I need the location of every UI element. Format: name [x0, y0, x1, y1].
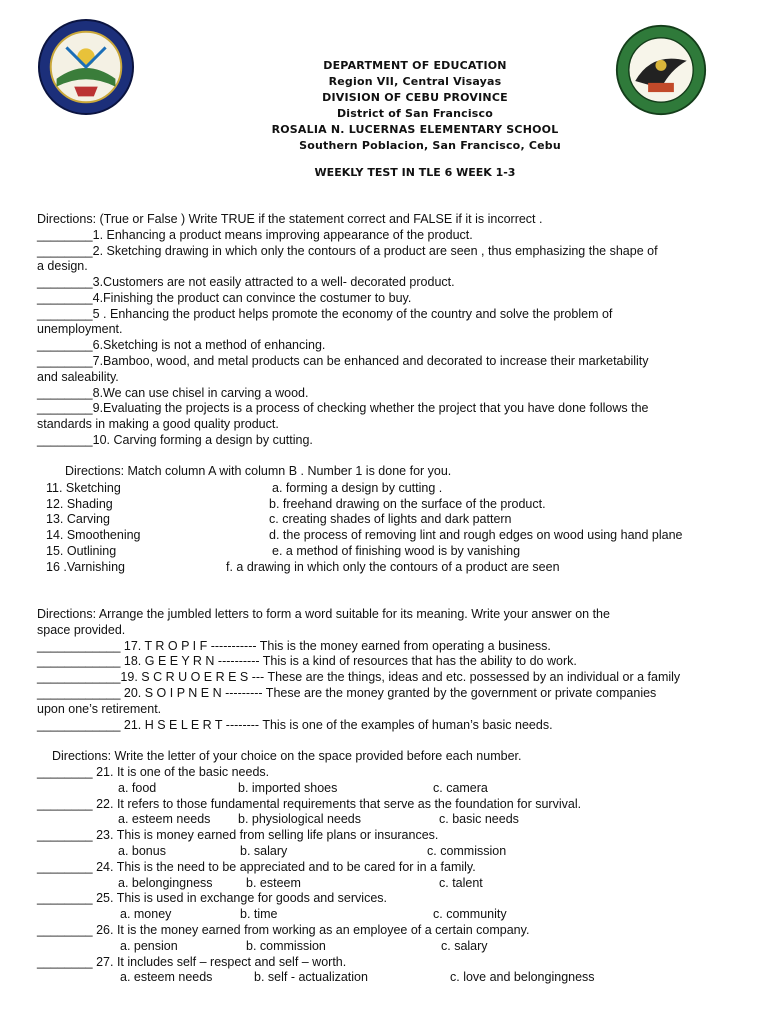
true-false-line: ________3.Customers are not easily attracted to a well- decorated product.: [37, 275, 455, 289]
jumbled-word-line: ____________ 17. T R O P I F ----------- This is the money earned from operating a business.: [37, 639, 551, 653]
column-a-item: 14. Smoothening: [46, 528, 141, 542]
mc-option: b. commission: [246, 939, 326, 953]
jumbled-word-line: ____________19. S C R U O E R E S --- These are the things, ideas and etc. possessed by an individual or a family: [37, 670, 681, 684]
mc-option: b. salary: [240, 844, 288, 858]
part4-directions: Directions: Write the letter of your choice on the space provided before each number.: [52, 749, 522, 763]
true-false-line: ________8.We can use chisel in carving a wood.: [37, 386, 309, 400]
true-false-line: ________6.Sketching is not a method of enhancing.: [37, 338, 326, 352]
jumbled-word-line: ____________ 20. S O I P N E N --------- These are the money granted by the government or private companies: [37, 686, 657, 700]
true-false-line: ________10. Carving forming a design by cutting.: [37, 433, 313, 447]
jumbled-word-line: ____________ 18. G E E Y R N ---------- This is a kind of resources that has the ability to do work.: [37, 654, 577, 668]
mc-option: c. commission: [427, 844, 507, 858]
mc-question: ________ 23. This is money earned from selling life plans or insurances.: [37, 828, 439, 842]
mc-question: ________ 21. It is one of the basic needs.: [37, 765, 270, 779]
mc-option: c. community: [433, 907, 507, 921]
true-false-line: ________1. Enhancing a product means improving appearance of the product.: [37, 228, 473, 242]
column-a-item: 16 .Varnishing: [46, 560, 125, 574]
mc-option: c. talent: [439, 876, 483, 890]
division-seal-logo: [37, 18, 135, 116]
true-false-line: ________7.Bamboo, wood, and metal products can be enhanced and decorated to increase their marketability: [37, 354, 649, 368]
column-a-item: 15. Outlining: [46, 544, 117, 558]
mc-option: b. physiological needs: [238, 812, 361, 826]
mc-question: ________ 24. This is the need to be appreciated and to be cared for in a family.: [37, 860, 476, 874]
true-false-line: ________9.Evaluating the projects is a process of checking whether the project that you have done follows the: [37, 401, 649, 415]
mc-option: a. pension: [120, 939, 178, 953]
mc-option: c. camera: [433, 781, 488, 795]
test-title: WEEKLY TEST IN TLE 6 WEEK 1-3: [314, 166, 516, 179]
column-b-item: b. freehand drawing on the surface of the product.: [269, 497, 546, 511]
column-b-item: e. a method of finishing wood is by vanishing: [272, 544, 521, 558]
school-seal-logo: [615, 24, 707, 116]
header-line: DEPARTMENT OF EDUCATION: [323, 59, 507, 72]
header-line: Southern Poblacion, San Francisco, Cebu: [299, 139, 561, 152]
part1-directions: Directions: (True or False ) Write TRUE if the statement correct and FALSE if it is incorrect .: [37, 212, 543, 226]
mc-question: ________ 22. It refers to those fundamental requirements that serve as the foundation for survival.: [37, 797, 582, 811]
jumbled-word-line: upon one’s retirement.: [37, 702, 162, 716]
header-line: ROSALIA N. LUCERNAS ELEMENTARY SCHOOL: [271, 123, 559, 136]
mc-option: c. basic needs: [439, 812, 519, 826]
mc-option: b. time: [240, 907, 278, 921]
true-false-line: and saleability.: [37, 370, 119, 384]
header-line: District of San Francisco: [336, 107, 494, 120]
column-a-item: 13. Carving: [46, 512, 110, 526]
mc-option: b. self - actualization: [254, 970, 368, 984]
mc-option: b. imported shoes: [238, 781, 338, 795]
true-false-line: ________2. Sketching drawing in which only the contours of a product are seen , thus emphasizing the shape of: [37, 244, 658, 258]
mc-option: a. esteem needs: [120, 970, 213, 984]
mc-option: a. belongingness: [118, 876, 213, 890]
mc-option: c. love and belongingness: [450, 970, 595, 984]
true-false-line: ________5 . Enhancing the product helps promote the economy of the country and solve the problem of: [37, 307, 613, 321]
school-header: [240, 58, 590, 154]
mc-question: ________ 26. It is the money earned from working as an employee of a certain company.: [37, 923, 530, 937]
mc-question: ________ 27. It includes self – respect and self – worth.: [37, 955, 347, 969]
column-a-item: 11. Sketching: [46, 481, 121, 495]
true-false-line: a design.: [37, 259, 88, 273]
mc-option: b. esteem: [246, 876, 301, 890]
column-a-item: 12. Shading: [46, 497, 113, 511]
column-b-item: f. a drawing in which only the contours of a product are seen: [226, 560, 560, 574]
mc-option: a. bonus: [118, 844, 166, 858]
mc-question: ________ 25. This is used in exchange for goods and services.: [37, 891, 387, 905]
mc-option: c. salary: [441, 939, 488, 953]
part2-directions: Directions: Match column A with column B . Number 1 is done for you.: [65, 464, 452, 478]
column-b-item: c. creating shades of lights and dark pattern: [269, 512, 512, 526]
header-line: Region VII, Central Visayas: [328, 75, 502, 88]
true-false-line: ________4.Finishing the product can convince the costumer to buy.: [37, 291, 412, 305]
header-line: DIVISION OF CEBU PROVINCE: [322, 91, 508, 104]
true-false-line: standards in making a good quality product.: [37, 417, 279, 431]
jumbled-word-line: ____________ 21. H S E L E R T -------- This is one of the examples of human’s basic needs.: [37, 718, 553, 732]
column-b-item: a. forming a design by cutting .: [272, 481, 443, 495]
part3-directions: Directions: Arrange the jumbled letters to form a word suitable for its meaning. Write your answer on the: [37, 607, 610, 621]
mc-option: a. esteem needs: [118, 812, 211, 826]
true-false-line: unemployment.: [37, 322, 123, 336]
column-b-item: d. the process of removing lint and rough edges on wood using hand plane: [269, 528, 683, 542]
part3-directions: space provided.: [37, 623, 126, 637]
mc-option: a. food: [118, 781, 157, 795]
mc-option: a. money: [120, 907, 172, 921]
